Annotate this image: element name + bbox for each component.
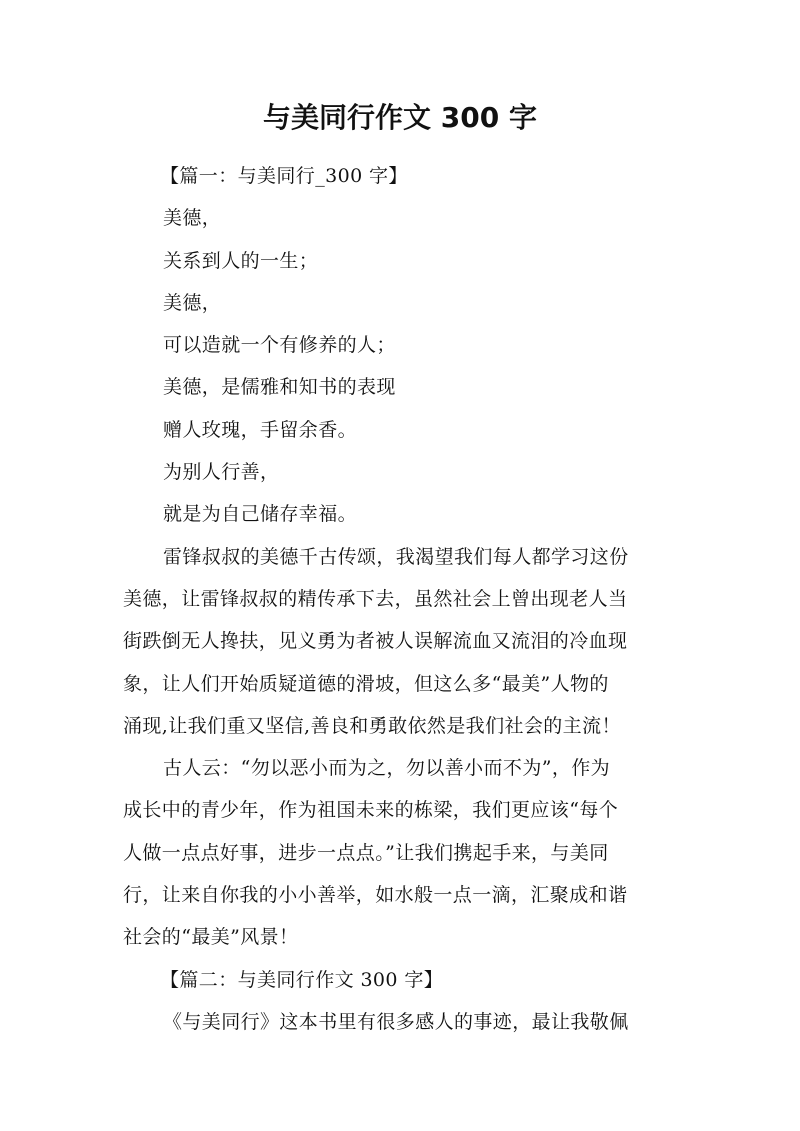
poem-line: 为别人行善， — [163, 461, 280, 484]
paragraph-line: 涌现,让我们重又坚信,善良和勇敢依然是我们社会的主流！ — [123, 714, 621, 737]
poem-line: 赠人玫瑰，手留余香。 — [163, 418, 358, 441]
paragraph-line: 社会的“最美”风景！ — [123, 926, 299, 949]
poem-line: 可以造就一个有修养的人； — [163, 334, 396, 357]
paragraph-line: 象，让人们开始质疑道德的滑坡，但这么多“最美”人物的 — [123, 672, 609, 695]
paragraph-line: 成长中的青少年，作为祖国未来的栋梁，我们更应该“每个 — [123, 799, 619, 822]
paragraph-line: 街跌倒无人搀扶，见义勇为者被人误解流血又流泪的冷血现 — [123, 630, 628, 653]
document-body — [123, 155, 683, 1043]
document-title: 与美同行作文 300 字 — [263, 101, 537, 134]
poem-line: 美德， — [163, 207, 222, 230]
section-heading-1: 【篇一：与美同行_300 字】 — [160, 165, 408, 187]
poem-line: 就是为自己储存幸福。 — [163, 503, 358, 526]
paragraph-line: 古人云：“勿以恶小而为之，勿以善小而不为”，作为 — [163, 757, 611, 780]
paragraph-line: 人做一点点好事，进步一点点。”让我们携起手来，与美同 — [123, 841, 609, 864]
paragraph-line: 雷锋叔叔的美德千古传颂，我渴望我们每人都学习这份 — [163, 545, 629, 568]
paragraph-line: 《与美同行》这本书里有很多感人的事迹，最让我敬佩 — [163, 1010, 629, 1033]
poem-line: 美德，是儒雅和知书的表现 — [163, 376, 396, 399]
paragraph-line: 行，让来自你我的小小善举，如水般一点一滴，汇聚成和谐 — [123, 884, 628, 907]
section-heading-2: 【篇二：与美同行作文 300 字】 — [160, 968, 444, 991]
poem-line: 关系到人的一生； — [163, 249, 319, 272]
poem-line: 美德， — [163, 291, 222, 314]
paragraph-line: 美德，让雷锋叔叔的精传承下去，虽然社会上曾出现老人当 — [123, 587, 628, 610]
